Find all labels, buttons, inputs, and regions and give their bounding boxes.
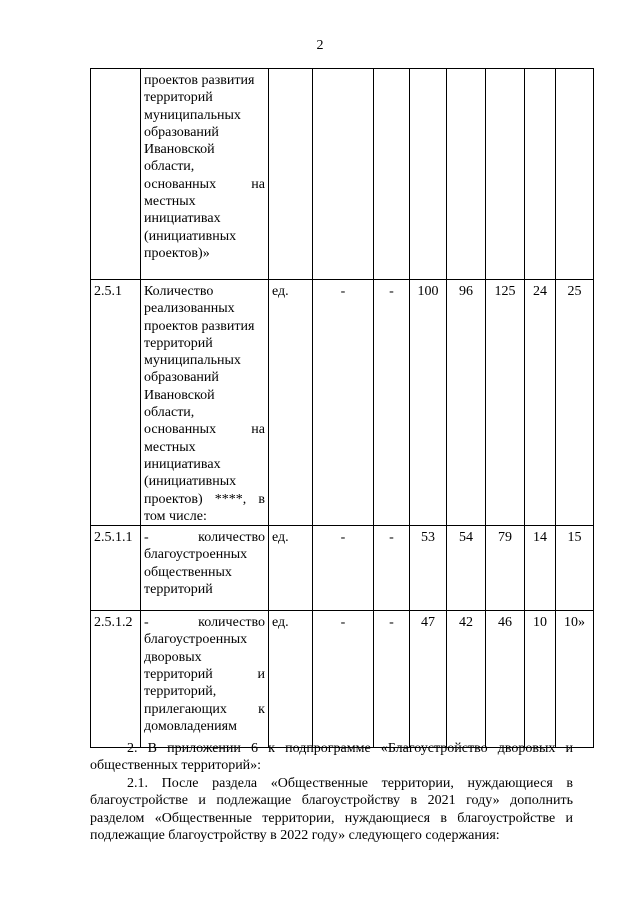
indicator-name-line: муниципальных bbox=[144, 353, 241, 369]
table-row bbox=[91, 526, 594, 611]
row-number: 2.5.1.1 bbox=[91, 526, 141, 611]
indicator-name bbox=[141, 280, 269, 526]
indicator-name-line: - количество bbox=[144, 530, 265, 546]
value-cell-v1: - bbox=[313, 526, 374, 611]
indicator-name-line: области, bbox=[144, 159, 195, 175]
indicator-name-line: благоустроенных bbox=[144, 547, 248, 563]
indicator-name-line: общественных bbox=[144, 564, 232, 580]
row-number bbox=[91, 69, 141, 280]
indicator-name-line: благоустроенных bbox=[144, 632, 248, 648]
indicator-name-line: (инициативных bbox=[144, 228, 237, 244]
page-number: 2 bbox=[316, 38, 324, 53]
indicator-name bbox=[141, 526, 269, 611]
indicator-name-line: основанных на bbox=[144, 422, 265, 438]
value-cell-v2: - bbox=[374, 611, 410, 748]
table-row bbox=[91, 69, 594, 280]
paragraph-2-1 bbox=[90, 775, 573, 845]
indicator-name-line: местных bbox=[144, 194, 196, 210]
value-cell-v3: 47 bbox=[410, 611, 447, 748]
value-cell-v7: 10» bbox=[556, 611, 594, 748]
value-cell-v2 bbox=[374, 69, 410, 280]
paragraph-2 bbox=[90, 740, 573, 775]
indicator-name-line: домовладениям bbox=[144, 718, 237, 734]
row-number: 2.5.1 bbox=[91, 280, 141, 526]
indicator-name bbox=[141, 611, 269, 748]
indicator-name-line: Количество bbox=[144, 284, 214, 299]
value-cell-v5: 125 bbox=[486, 280, 525, 526]
value-cell-v7: 25 bbox=[556, 280, 594, 526]
indicator-name-line: Ивановской bbox=[144, 142, 215, 158]
unit-cell: ед. bbox=[269, 526, 313, 611]
indicator-name-line: инициативах bbox=[144, 211, 221, 227]
indicator-name-line: дворовых bbox=[144, 649, 202, 665]
indicator-name-line: том числе: bbox=[144, 508, 207, 524]
value-cell-v4: 42 bbox=[447, 611, 486, 748]
table-row bbox=[91, 280, 594, 526]
indicator-name-line: местных bbox=[144, 439, 196, 455]
value-cell-v2: - bbox=[374, 526, 410, 611]
value-cell-v5 bbox=[486, 69, 525, 280]
value-cell-v4: 96 bbox=[447, 280, 486, 526]
indicator-name-line: проектов развития bbox=[144, 318, 255, 334]
indicator-name bbox=[141, 69, 269, 280]
indicator-name-line: проектов)» bbox=[144, 245, 210, 261]
unit-cell bbox=[269, 69, 313, 280]
value-cell-v6 bbox=[525, 69, 556, 280]
indicator-name-line: образований bbox=[144, 370, 219, 386]
unit-cell: ед. bbox=[269, 611, 313, 748]
value-cell-v7 bbox=[556, 69, 594, 280]
value-cell-v3 bbox=[410, 69, 447, 280]
value-cell-v3: 100 bbox=[410, 280, 447, 526]
value-cell-v5: 46 bbox=[486, 611, 525, 748]
row-number: 2.5.1.2 bbox=[91, 611, 141, 748]
value-cell-v1: - bbox=[313, 280, 374, 526]
table-row bbox=[91, 611, 594, 748]
value-cell-v6: 14 bbox=[525, 526, 556, 611]
indicator-name-line: территорий bbox=[144, 335, 213, 351]
paragraph-2-text: 2. В приложении 6 к подпрограмме «Благоустройство дворовых и общественных территорий»: bbox=[90, 741, 573, 774]
value-cell-v4 bbox=[447, 69, 486, 280]
value-cell-v2: - bbox=[374, 280, 410, 526]
indicator-name-line: области, bbox=[144, 405, 195, 421]
indicator-name-line: муниципальных bbox=[144, 107, 241, 123]
indicator-name-line: проектов) ****, в bbox=[144, 491, 265, 507]
indicator-name-line: (инициативных bbox=[144, 474, 237, 490]
indicator-name-line: территорий и bbox=[144, 667, 265, 683]
value-cell-v5: 79 bbox=[486, 526, 525, 611]
value-cell-v6: 10 bbox=[525, 611, 556, 748]
indicator-name-line: прилегающих к bbox=[144, 701, 265, 717]
indicator-name-line: - количество bbox=[144, 615, 265, 631]
unit-cell: ед. bbox=[269, 280, 313, 526]
indicator-name-line: основанных на bbox=[144, 176, 265, 192]
indicator-name-line: инициативах bbox=[144, 456, 221, 472]
value-cell-v6: 24 bbox=[525, 280, 556, 526]
indicator-name-line: территорий bbox=[144, 582, 213, 598]
indicator-name-line: проектов развития bbox=[144, 73, 255, 88]
indicator-name-line: территорий, bbox=[144, 684, 217, 700]
indicator-name-line: Ивановской bbox=[144, 387, 215, 403]
indicator-name-line: территорий bbox=[144, 90, 213, 106]
value-cell-v4: 54 bbox=[447, 526, 486, 611]
value-cell-v7: 15 bbox=[556, 526, 594, 611]
paragraph-2-1-text: 2.1. После раздела «Общественные территории, нуждающиеся в благоустройстве и подлежащие благоустройству в 2021 году» дополнить разделом «Общественные территории, нуждающиеся в благоустройстве и подлежащие благоустройству в 2022 году» следующего содержания: bbox=[90, 776, 573, 844]
indicators-table bbox=[90, 68, 594, 748]
value-cell-v1: - bbox=[313, 611, 374, 748]
indicator-name-line: образований bbox=[144, 124, 219, 140]
value-cell-v3: 53 bbox=[410, 526, 447, 611]
indicator-name-line: реализованных bbox=[144, 301, 235, 317]
value-cell-v1 bbox=[313, 69, 374, 280]
